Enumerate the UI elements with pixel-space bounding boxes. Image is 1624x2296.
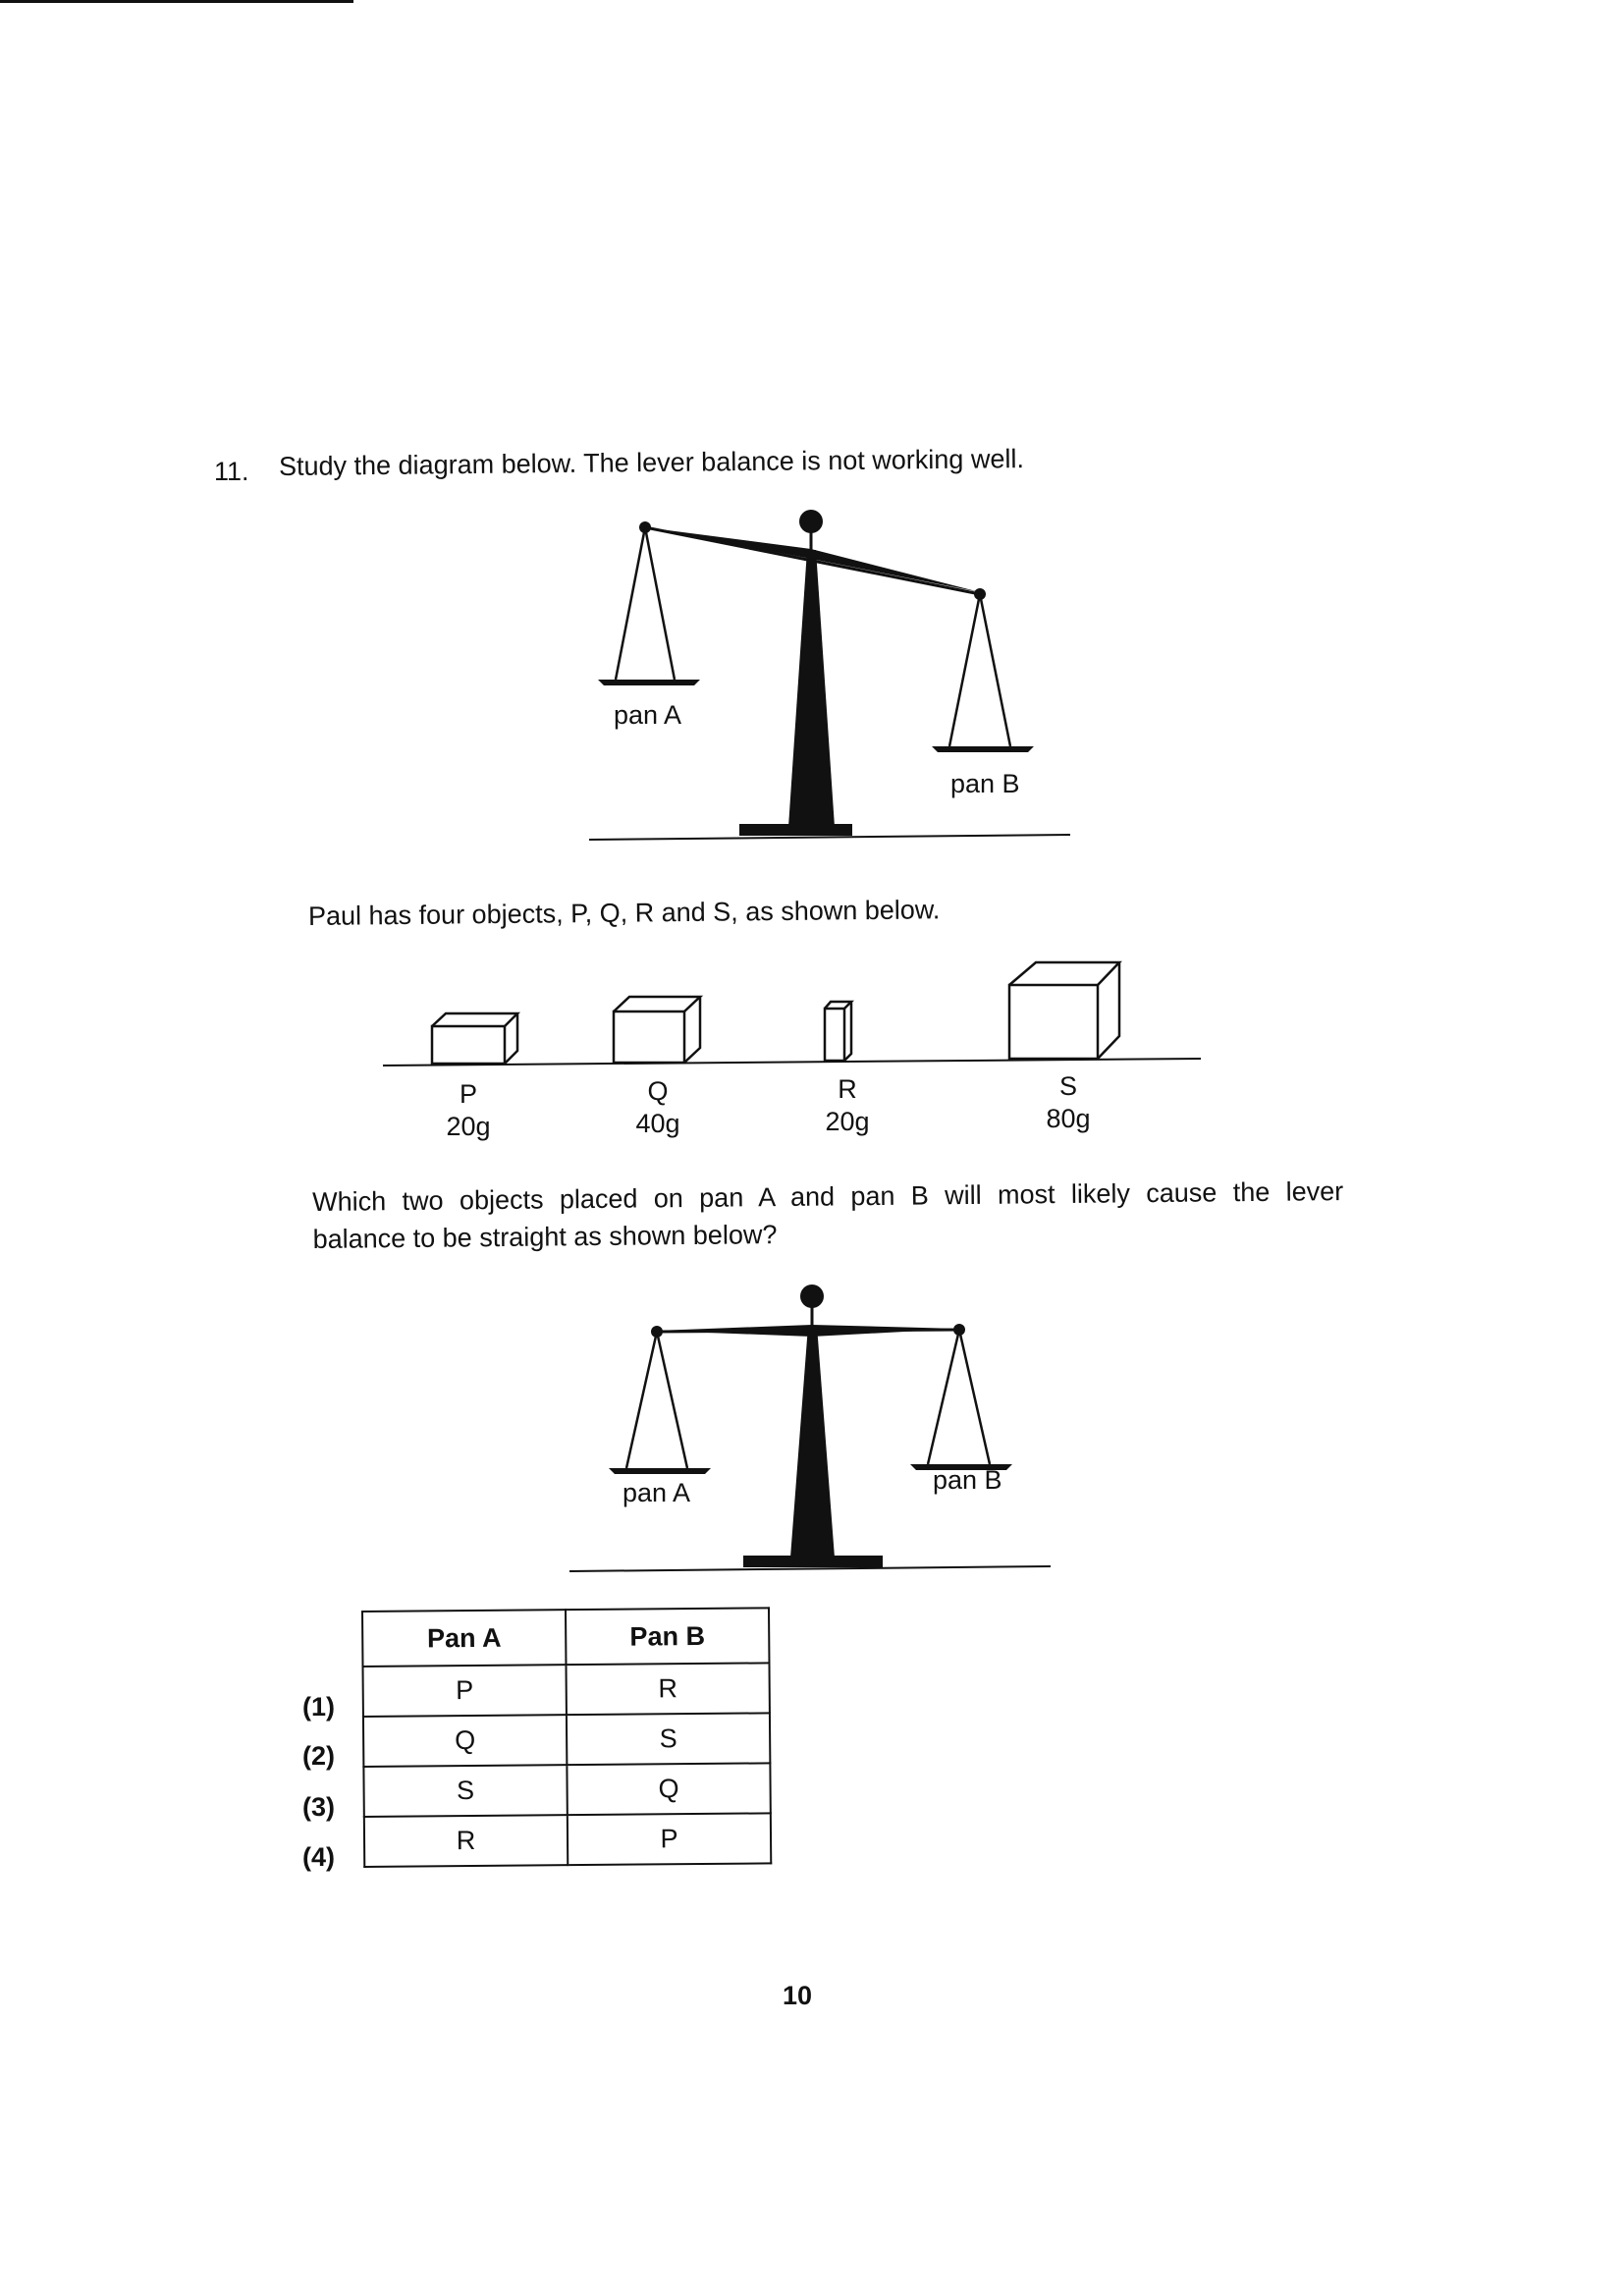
object-r-mass: 20g: [825, 1107, 870, 1136]
answer-options-table: [361, 1607, 772, 1868]
object-q-box: [614, 997, 700, 1063]
object-r-box: [825, 1002, 851, 1061]
table-row: [364, 1813, 771, 1867]
option-4-label[interactable]: (4): [302, 1842, 335, 1872]
pan-a-label-tilted: pan A: [614, 700, 682, 730]
pan-b-level: [910, 1330, 1012, 1470]
header-pan-b: Pan B: [566, 1608, 769, 1665]
object-s-name: S: [1058, 1071, 1078, 1101]
option-1-label[interactable]: (1): [302, 1692, 335, 1722]
pan-a-label-level: pan A: [623, 1478, 691, 1507]
question-number: 11.: [214, 457, 249, 486]
object-p-name: P: [459, 1079, 478, 1109]
table-header-row: [362, 1608, 769, 1667]
header-pan-a: Pan A: [362, 1610, 566, 1667]
question-stem: Study the diagram below. The lever balance is not working well.: [278, 444, 1025, 481]
table-row: [363, 1763, 770, 1817]
object-q-name: Q: [647, 1076, 669, 1106]
level-lever-balance-diagram: [565, 1282, 1065, 1576]
top-rule: [0, 0, 353, 3]
balance-stand: [788, 550, 835, 827]
option-2-pan-b: S: [567, 1713, 770, 1765]
object-p-box: [432, 1013, 517, 1064]
question-line-1: Which two objects placed on pan A and pan B will most likely cause the lever: [312, 1176, 1344, 1217]
object-r-name: R: [838, 1074, 857, 1104]
option-2-label[interactable]: (2): [302, 1741, 335, 1771]
pan-b-label-tilted: pan B: [950, 769, 1020, 798]
object-s-box: [1009, 962, 1119, 1059]
object-p-mass: 20g: [446, 1112, 491, 1141]
table-row: [362, 1663, 769, 1717]
option-4-pan-b: P: [568, 1813, 771, 1865]
question-line-2: balance to be straight as shown below?: [312, 1220, 778, 1254]
balance-stand: [790, 1326, 835, 1558]
objects-diagram: [378, 933, 1213, 1154]
option-4-pan-a: R: [364, 1815, 568, 1867]
option-3-label[interactable]: (3): [302, 1792, 335, 1822]
question-prompt: [312, 1173, 1344, 1258]
option-1-pan-b: R: [566, 1663, 769, 1715]
pan-a-level: [609, 1332, 711, 1474]
tilted-lever-balance-diagram: [584, 506, 1095, 849]
page-number: 10: [783, 1981, 813, 2010]
option-1-pan-a: P: [362, 1665, 566, 1717]
object-q-mass: 40g: [635, 1109, 680, 1138]
option-3-pan-a: S: [363, 1765, 567, 1817]
option-2-pan-a: Q: [363, 1715, 567, 1767]
object-s-mass: 80g: [1046, 1104, 1091, 1133]
option-3-pan-b: Q: [567, 1763, 770, 1815]
pan-a-tilted: [598, 527, 700, 685]
pan-b-label-level: pan B: [933, 1465, 1002, 1495]
pan-b-tilted: [932, 594, 1034, 752]
table-row: [363, 1713, 770, 1767]
objects-intro: Paul has four objects, P, Q, R and S, as shown below.: [307, 895, 941, 931]
